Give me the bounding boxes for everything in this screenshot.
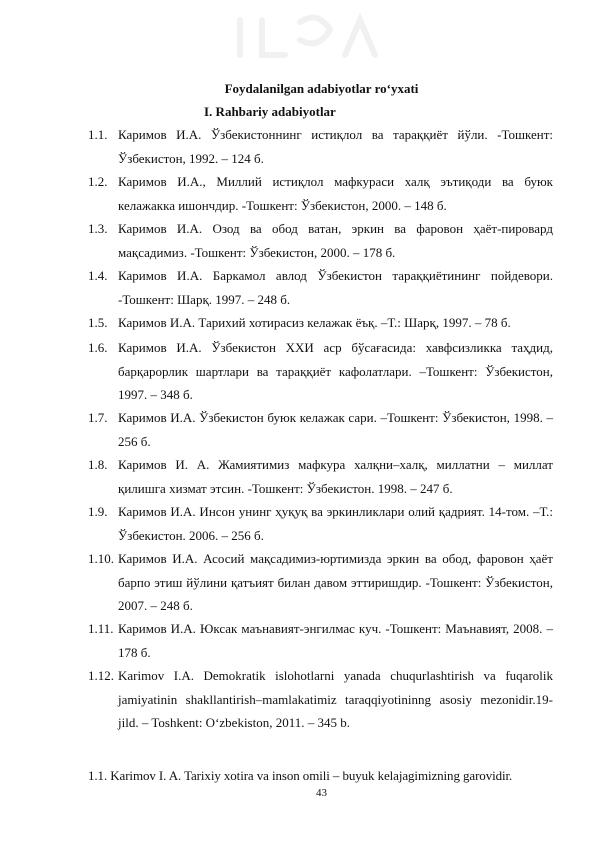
reference-text: Каримов И.А., Миллий истиқлол мафкураси халқ эътиқоди ва буюк келажакка ишончдир. -Тошкент: Ўзбекистон, 2000. – 148 б. <box>118 174 553 213</box>
references-title: Foydalanilgan adabiyotlar ro‘yxati <box>224 81 419 96</box>
reference-text: Каримов И.А. Ўзбекистон буюк келажак сари. –Тошкент: Ўзбекистон, 1998. – 256 б. <box>118 410 553 449</box>
reference-text: Каримов И. А. Жамиятимиз мафкура халқни–халқ, миллатни – миллат қилишга хизмат этсин. -Тошкент: Ўзбекистон. 1998. – 247 б. <box>118 457 553 496</box>
reference-text: Karimov I.A. Demokratik islohotlarni yanada chuqurlashtirish va fuqarolik jamiyatinin shakllantirish–mamlakatimiz taraqqiyotininng asosiy mezonidir.19- jild. – Toshkent: O‘zbekiston, 2011. – 345 b. <box>118 668 553 730</box>
reference-number: 1.1. <box>88 127 108 142</box>
reference-text: Каримов И.А. Озод ва обод ватан, эркин ва фаровон ҳаёт-пировард мақсадимиз. -Тошкент: Ўзбекистон, 2000. – 178 б. <box>118 221 553 260</box>
reference-number: 1.4. <box>88 268 108 283</box>
watermark-logo <box>0 0 595 80</box>
trailing-reference-line: 1.1. Karimov I. A. Tarixiy xotira va inson omili – buyuk kelajagimizning garovidir. <box>88 768 513 783</box>
reference-text: Каримов И.А. Ўзбекистоннинг истиқлол ва тараққиёт йўли. -Тошкент: Ўзбекистон, 1992. – 124 б. <box>118 127 553 166</box>
reference-text: Каримов И.А. Тарихий хотирасиз келажак ёъқ. –Т.: Шарқ, 1997. – 78 б. <box>118 315 511 330</box>
reference-text: Каримов И.А. Ўзбекистон XXИ аср бўсағасида: хавфсизликка таҳдид, барқарорлик шартлари ва тараққиёт кафолатлари. –Тошкент: Ўзбекистон, 1997. – 348 б. <box>118 340 553 402</box>
reference-text: Каримов И.А. Асосий мақсадимиз-юртимизда эркин ва обод, фаровон ҳаёт барпо этиш йўлини қатъият билан давом эттиришдир. -Тошкент: Ўзбекистон, 2007. – 248 б. <box>118 551 553 613</box>
reference-number: 1.2. <box>88 174 108 189</box>
reference-number: 1.12. <box>88 668 114 683</box>
page-number: 43 <box>316 787 327 799</box>
reference-number: 1.7. <box>88 410 108 425</box>
reference-text: Каримов И.А. Юксак маънавият-энгилмас куч. -Тошкент: Маънавият, 2008. – 178 б. <box>118 621 553 660</box>
section-heading: I. Rahbariy adabiyotlar <box>204 104 336 119</box>
reference-number: 1.6. <box>88 340 108 355</box>
reference-text: Каримов И.А. Инсон унинг ҳуқуқ ва эркинликлари олий қадрият. 14-том. –Т.: Ўзбекистон. 2006. – 256 б. <box>118 504 553 543</box>
reference-number: 1.11. <box>88 621 114 636</box>
reference-number: 1.10. <box>88 551 114 566</box>
reference-number: 1.5. <box>88 315 108 330</box>
reference-number: 1.3. <box>88 221 108 236</box>
reference-number: 1.9. <box>88 504 108 519</box>
reference-number: 1.8. <box>88 457 108 472</box>
reference-text: Каримов И.А. Баркамол авлод Ўзбекистон тараққиётининг пойдевори. -Тошкент: Шарқ. 1997. – 248 б. <box>118 268 553 307</box>
